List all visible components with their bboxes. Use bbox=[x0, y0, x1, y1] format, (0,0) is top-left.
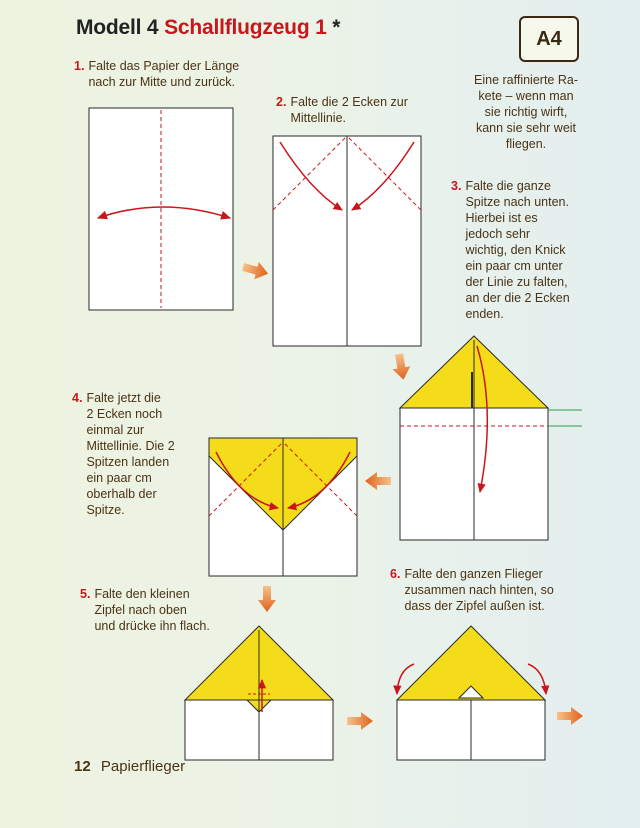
step-1-number: 1. bbox=[74, 59, 85, 73]
step-5-number: 5. bbox=[80, 587, 91, 601]
step-3-diagram bbox=[400, 336, 582, 540]
page-footer bbox=[74, 758, 185, 775]
next-step-arrow-2-3 bbox=[390, 352, 412, 381]
next-step-arrow-3-4 bbox=[365, 472, 391, 490]
step-3-text: Falte die ganze Spitze nach unten. Hierbei ist es jedoch sehr wichtig, den Knick ein paar cm unter der Linie zu falten, an der die 2 Ecken enden. bbox=[465, 179, 570, 321]
step-4-number: 4. bbox=[72, 391, 83, 405]
next-step-arrow-5-6 bbox=[347, 712, 373, 730]
step-2-number: 2. bbox=[276, 95, 287, 109]
paper-size-badge: A4 bbox=[519, 16, 579, 62]
step-6-number: 6. bbox=[390, 567, 401, 581]
step-6-text: Falte den ganzen Flieger zusammen nach hinten, so dass der Zipfel außen ist. bbox=[404, 567, 554, 613]
next-step-arrow-4-5 bbox=[258, 586, 276, 612]
next-step-arrow-1-2 bbox=[241, 258, 271, 282]
step-1-text: Falte das Papier der Länge nach zur Mitte und zurück. bbox=[88, 59, 240, 89]
step-4-diagram bbox=[209, 438, 357, 576]
page-number: 12 bbox=[74, 758, 91, 775]
step-4-text: Falte jetzt die 2 Ecken noch einmal zur Mittellinie. Die 2 Spitzen landen ein paar cm oberhalb der Spitze. bbox=[86, 391, 175, 517]
next-step-arrow-6-end bbox=[557, 707, 583, 725]
step-6-diagram bbox=[397, 626, 546, 760]
model-name: Schallflugzeug 1 bbox=[164, 16, 327, 39]
step-3-number: 3. bbox=[451, 179, 462, 193]
step-1-diagram bbox=[89, 108, 233, 310]
step-5-text: Falte den kleinen Zipfel nach oben und drücke ihn flach. bbox=[94, 587, 210, 633]
intro-text: Eine raffinierte Ra- kete – wenn man sie richtig wirft, kann sie sehr weit fliegen. bbox=[474, 73, 578, 151]
step-5-diagram bbox=[185, 626, 333, 760]
model-number: Modell 4 bbox=[76, 16, 159, 39]
step-2-text: Falte die 2 Ecken zur Mittellinie. bbox=[290, 95, 408, 125]
book-title: Papierflieger bbox=[100, 758, 186, 775]
step-2-diagram bbox=[273, 136, 421, 346]
difficulty-star: * bbox=[332, 16, 341, 39]
